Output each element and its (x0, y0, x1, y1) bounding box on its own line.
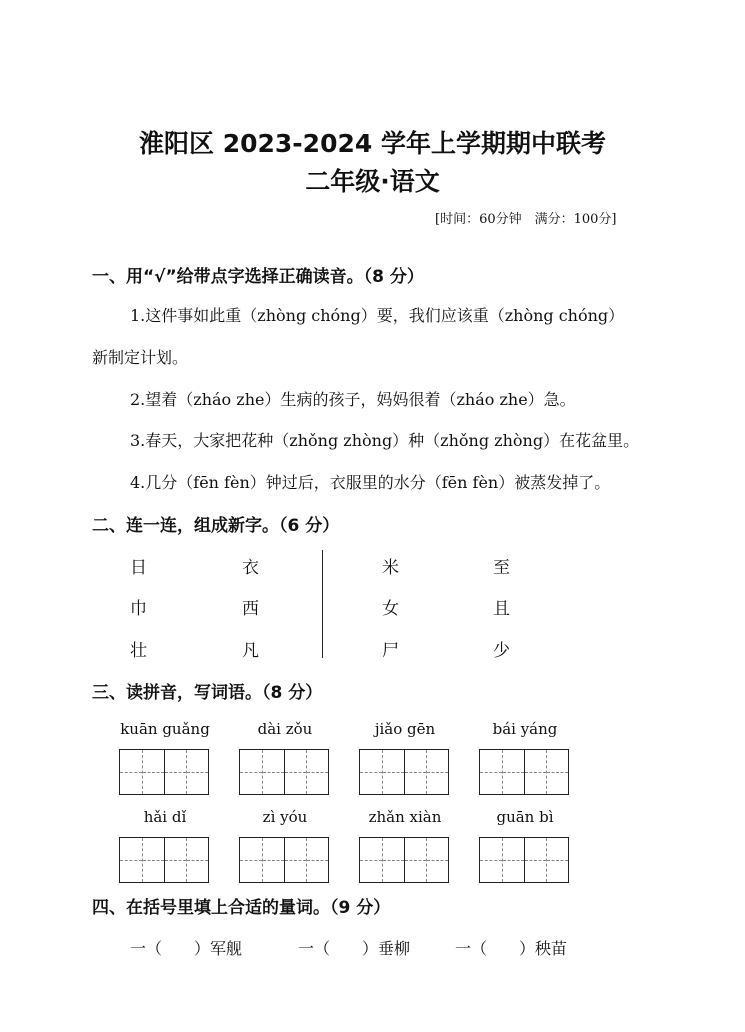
writing-grid[interactable] (239, 837, 329, 883)
section2-heading: 二、连一连，组成新字。（6 分） (92, 516, 340, 536)
section1-q2: 2.望着（zháo zhe）生病的孩子，妈妈很着（zháo zhe）急。 (130, 390, 576, 409)
divider-line (322, 550, 323, 658)
writing-grid[interactable] (479, 749, 569, 795)
writing-grid[interactable] (479, 837, 569, 883)
char-right2-0: 至 (493, 558, 510, 578)
char-left1-1: 巾 (130, 599, 147, 619)
section1-heading: 一、用“√”给带点字选择正确读音。（8 分） (92, 267, 424, 287)
measure-word-item: 一（ ）秧苗 (455, 939, 568, 958)
exam-subtitle: 二年级·语文 (305, 167, 440, 196)
section3-heading: 三、读拼音，写词语。（8 分） (92, 683, 323, 703)
char-left2-0: 衣 (242, 558, 259, 578)
exam-info: [时间：60分钟 满分：100分] (435, 212, 617, 227)
exam-title: 淮阳区 2023-2024 学年上学期期中联考 (139, 129, 606, 158)
measure-word-item: 一（ ）垂柳 (298, 939, 411, 958)
pinyin-r2-3: guān bì (496, 808, 554, 826)
pinyin-r2-2: zhǎn xiàn (368, 808, 442, 826)
char-right1-2: 尸 (382, 641, 399, 661)
pinyin-r1-2: jiǎo gēn (374, 720, 436, 738)
pinyin-r2-1: zì yóu (262, 808, 308, 826)
pinyin-r2-0: hǎi dǐ (143, 808, 187, 826)
char-right1-0: 米 (382, 558, 399, 578)
char-left2-2: 凡 (242, 641, 259, 661)
char-right2-1: 且 (493, 599, 510, 619)
char-right2-2: 少 (493, 641, 510, 661)
section1-q3: 3.春天，大家把花种（zhǒng zhòng）种（zhǒng zhòng）在花盆里。 (130, 431, 640, 450)
section1-q1-line2: 新制定计划。 (92, 348, 189, 367)
section1-q4: 4.几分（fēn fèn）钟过后，衣服里的水分（fēn fèn）被蒸发掉了。 (130, 473, 611, 492)
writing-grid[interactable] (359, 749, 449, 795)
section4-heading: 四、在括号里填上合适的量词。（9 分） (92, 898, 391, 918)
writing-grid[interactable] (119, 749, 209, 795)
char-left2-1: 西 (242, 599, 259, 619)
writing-grid[interactable] (239, 749, 329, 795)
char-left1-2: 壮 (130, 641, 147, 661)
pinyin-r1-3: bái yáng (492, 720, 558, 738)
pinyin-r1-1: dài zǒu (257, 720, 313, 738)
section1-q1-line1: 1.这件事如此重（zhòng chóng）要，我们应该重（zhòng chóng） (130, 306, 625, 325)
char-right1-1: 女 (382, 599, 399, 619)
writing-grid[interactable] (359, 837, 449, 883)
writing-grid[interactable] (119, 837, 209, 883)
measure-word-item: 一（ ）军舰 (130, 939, 243, 958)
char-left1-0: 日 (130, 558, 147, 578)
pinyin-r1-0: kuān guǎng (120, 720, 210, 738)
